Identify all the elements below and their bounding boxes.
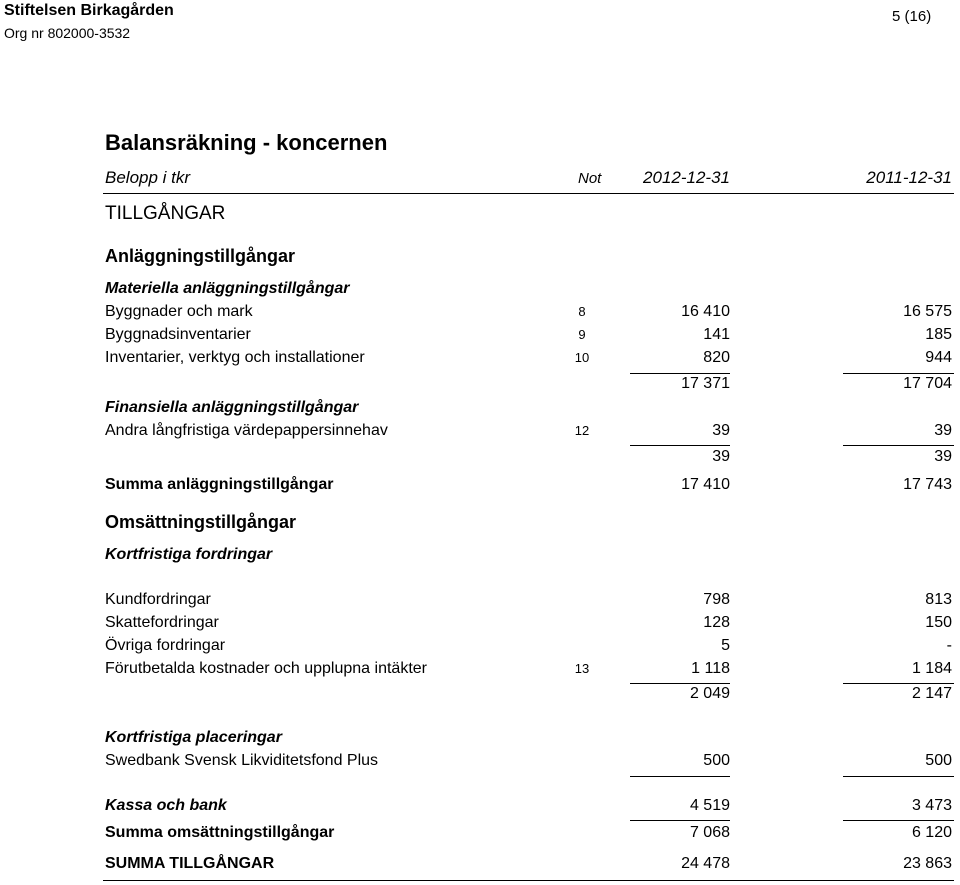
row-label: Summa anläggningstillgångar bbox=[105, 476, 334, 493]
subtotal-line bbox=[630, 820, 730, 821]
table-row bbox=[0, 752, 960, 776]
page-number: 5 (16) bbox=[892, 8, 932, 25]
table-row bbox=[0, 797, 960, 821]
table-row bbox=[0, 448, 960, 472]
subtotal-line bbox=[630, 445, 730, 446]
value-2011: 500 bbox=[925, 752, 952, 769]
amount-unit-label: Belopp i tkr bbox=[105, 168, 191, 187]
value-2011: 185 bbox=[925, 326, 952, 343]
row-label: Anläggningstillgångar bbox=[105, 246, 296, 266]
row-label: Övriga fordringar bbox=[105, 637, 226, 654]
subtotal-2012: 17 371 bbox=[681, 375, 730, 392]
row-note: 13 bbox=[574, 661, 590, 676]
table-row bbox=[0, 855, 960, 879]
value-2012: 141 bbox=[703, 326, 730, 343]
subtotal-2011: 39 bbox=[934, 448, 952, 465]
value-2011: 813 bbox=[925, 591, 952, 608]
table-row bbox=[0, 422, 960, 446]
value-2012: 16 410 bbox=[681, 303, 730, 320]
value-2011: 150 bbox=[925, 614, 952, 631]
row-label: Kortfristiga placeringar bbox=[105, 729, 282, 746]
table-row bbox=[0, 546, 960, 570]
row-label: Skattefordringar bbox=[105, 614, 219, 631]
row-note: 8 bbox=[578, 304, 586, 319]
value-2012: 39 bbox=[712, 422, 730, 439]
table-row bbox=[0, 637, 960, 661]
subtotal-line bbox=[843, 820, 954, 821]
row-label: Inventarier, verktyg och installationer bbox=[105, 349, 365, 366]
row-note: 10 bbox=[574, 350, 590, 365]
row-label: Förutbetalda kostnader och upplupna intäkter bbox=[105, 660, 427, 677]
value-2012: 1 118 bbox=[691, 660, 730, 677]
value-2012: 820 bbox=[703, 349, 730, 366]
total-2012: 7 068 bbox=[689, 824, 730, 841]
row-label: SUMMA TILLGÅNGAR bbox=[105, 855, 275, 872]
value-2012: 5 bbox=[721, 637, 730, 654]
table-row bbox=[0, 591, 960, 615]
organization-name: Stiftelsen Birkagården bbox=[4, 2, 174, 19]
value-2012: 4 519 bbox=[689, 797, 730, 814]
table-row bbox=[0, 399, 960, 423]
table-row bbox=[0, 349, 960, 373]
grand-total-2012: 24 478 bbox=[681, 855, 730, 872]
subtotal-line bbox=[843, 373, 954, 374]
value-2012: 128 bbox=[703, 614, 730, 631]
table-row bbox=[0, 375, 960, 399]
row-label: Materiella anläggningstillgångar bbox=[105, 280, 350, 297]
subtotal-line bbox=[630, 683, 730, 684]
subtotal-line bbox=[630, 373, 730, 374]
table-row bbox=[0, 476, 960, 500]
value-2011: 1 184 bbox=[911, 660, 952, 677]
table-row bbox=[0, 326, 960, 350]
table-row bbox=[0, 729, 960, 753]
subtotal-line bbox=[843, 683, 954, 684]
row-label: Kortfristiga fordringar bbox=[105, 546, 273, 563]
table-row bbox=[0, 660, 960, 684]
subtotal-line bbox=[843, 776, 954, 777]
row-label: Omsättningstillgångar bbox=[105, 512, 297, 532]
subtotal-2011: 2 147 bbox=[911, 685, 952, 702]
subtotal-line bbox=[843, 445, 954, 446]
table-row bbox=[0, 512, 960, 536]
table-row bbox=[0, 614, 960, 638]
total-2011: 6 120 bbox=[911, 824, 952, 841]
row-label: Byggnadsinventarier bbox=[105, 326, 251, 343]
table-row bbox=[0, 280, 960, 304]
row-label: Andra långfristiga värdepappersinnehav bbox=[105, 422, 388, 439]
table-row bbox=[0, 824, 960, 848]
page-title: Balansräkning - koncernen bbox=[105, 130, 388, 155]
subtotal-2011: 17 704 bbox=[903, 375, 952, 392]
table-row bbox=[0, 246, 960, 270]
row-label: Finansiella anläggningstillgångar bbox=[105, 399, 359, 416]
subtotal-2012: 2 049 bbox=[689, 685, 730, 702]
row-label: Byggnader och mark bbox=[105, 303, 253, 320]
column-header-2012: 2012-12-31 bbox=[643, 168, 730, 187]
note-column-header: Not bbox=[578, 170, 602, 187]
row-note: 9 bbox=[578, 327, 586, 342]
value-2011: 39 bbox=[934, 422, 952, 439]
row-label: Kundfordringar bbox=[105, 591, 211, 608]
value-2012: 500 bbox=[703, 752, 730, 769]
value-2011: 944 bbox=[925, 349, 952, 366]
total-2012: 17 410 bbox=[681, 476, 730, 493]
value-2011: 3 473 bbox=[911, 797, 952, 814]
row-note: 12 bbox=[574, 423, 590, 438]
header-divider bbox=[103, 193, 954, 194]
grand-total-2011: 23 863 bbox=[903, 855, 952, 872]
subtotal-line bbox=[630, 776, 730, 777]
row-label: Summa omsättningstillgångar bbox=[105, 824, 335, 841]
bottom-divider bbox=[103, 880, 954, 881]
row-label: Kassa och bank bbox=[105, 797, 227, 814]
table-row bbox=[0, 303, 960, 327]
value-2011: - bbox=[946, 637, 952, 654]
total-2011: 17 743 bbox=[903, 476, 952, 493]
subtotal-2012: 39 bbox=[712, 448, 730, 465]
organization-number: Org nr 802000-3532 bbox=[4, 25, 131, 41]
section-title: TILLGÅNGAR bbox=[105, 203, 226, 224]
table-row bbox=[0, 685, 960, 709]
value-2011: 16 575 bbox=[903, 303, 952, 320]
column-header-2011: 2011-12-31 bbox=[866, 168, 952, 187]
row-label: Swedbank Svensk Likviditetsfond Plus bbox=[105, 752, 379, 769]
value-2012: 798 bbox=[703, 591, 730, 608]
